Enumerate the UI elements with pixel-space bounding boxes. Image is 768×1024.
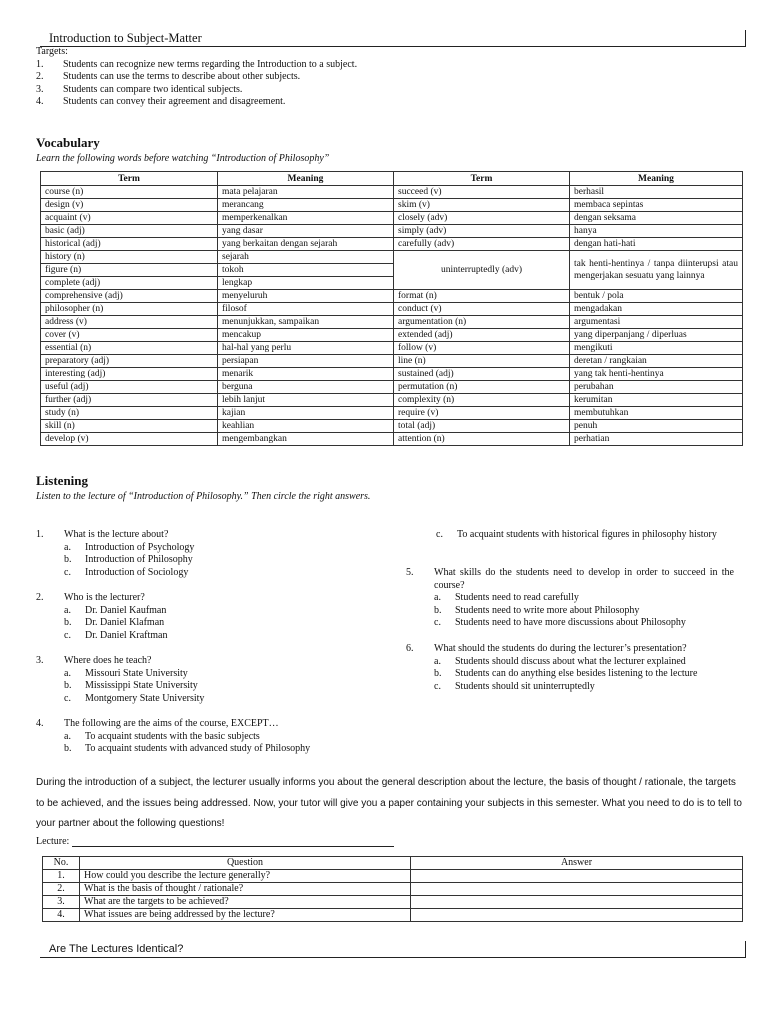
- discussion-table: [42, 856, 743, 922]
- table-cell: mencakup: [218, 329, 394, 342]
- table-cell: merancang: [218, 199, 394, 212]
- answer-option[interactable]: b. Mississippi State University: [64, 680, 198, 692]
- question-4: 4. The following are the aims of the course, EXCEPT… a. To acquaint students with the basic subjects b. To acquaint students with advanced study of Philosophy: [36, 718, 364, 756]
- table-cell: lengkap: [218, 277, 394, 290]
- target-item: 4. Students can convey their agreement and disagreement.: [36, 96, 286, 108]
- table-row: [41, 199, 743, 212]
- table-cell: persiapan: [218, 355, 394, 368]
- table-cell: mengembangkan: [218, 433, 394, 446]
- table-row: [41, 212, 743, 225]
- vocabulary-table: [40, 171, 743, 446]
- table-cell: kerumitan: [570, 394, 743, 407]
- question-text: The following are the aims of the course, EXCEPT…: [64, 718, 279, 729]
- answer-option[interactable]: c. To acquaint students with historical figures in philosophy history: [436, 529, 717, 540]
- answer-option[interactable]: b. Students need to write more about Philosophy: [434, 604, 640, 616]
- table-row: [41, 186, 743, 199]
- targets-block: [36, 46, 357, 109]
- table-cell: membaca sepintas: [570, 199, 743, 212]
- lecture-label: Lecture:: [36, 836, 70, 847]
- table-cell: cover (v): [41, 329, 218, 342]
- section-header-identical: [40, 941, 746, 958]
- answer-option[interactable]: a. To acquaint students with the basic subjects: [64, 730, 260, 742]
- table-cell: filosof: [218, 303, 394, 316]
- column-header: Term: [394, 172, 570, 186]
- table-cell: acquaint (v): [41, 212, 218, 225]
- table-row: 4. What issues are being addressed by the lecture?: [43, 909, 743, 922]
- listening-heading: Listening: [36, 473, 89, 488]
- table-cell: perhatian: [570, 433, 743, 446]
- table-cell: perubahan: [570, 381, 743, 394]
- table-row: 2. What is the basis of thought / rationale?: [43, 883, 743, 896]
- table-cell: comprehensive (adj): [41, 290, 218, 303]
- table-cell: format (n): [394, 290, 570, 303]
- question-text: Where does he teach?: [64, 655, 152, 666]
- answer-option[interactable]: b. Introduction of Philosophy: [64, 554, 193, 566]
- table-cell: kajian: [218, 407, 394, 420]
- table-row: [41, 316, 743, 329]
- table-row: [41, 394, 743, 407]
- targets-label: Targets:: [36, 46, 68, 57]
- table-cell: complete (adj): [41, 277, 218, 290]
- table-row: [41, 303, 743, 316]
- table-cell: yang tak henti-hentinya: [570, 368, 743, 381]
- vocabulary-heading: Vocabulary: [36, 135, 100, 150]
- table-cell: simply (adv): [394, 225, 570, 238]
- table-row: [41, 355, 743, 368]
- table-cell: course (n): [41, 186, 218, 199]
- table-row: [41, 290, 743, 303]
- question-cell: How could you describe the lecture generally?: [80, 870, 411, 883]
- table-cell: bentuk / pola: [570, 290, 743, 303]
- table-cell: total (adj): [394, 420, 570, 433]
- listening-instructions: Listen to the lecture of “Introduction of Philosophy.” Then circle the right answers.: [36, 491, 371, 502]
- discussion-paragraph: During the introduction of a subject, the lecturer usually informs you about the general description about the lecture, the basis of thought / rationale, the targets to be achieved, and the issues being addressed. Now, your tutor will give you a paper containing your subjects in this semester. What you need to do is to tell to your partner about the following questions!: [36, 777, 742, 829]
- table-row: 3. What are the targets to be achieved?: [43, 896, 743, 909]
- table-cell: line (n): [394, 355, 570, 368]
- table-cell: yang dasar: [218, 225, 394, 238]
- table-cell: mata pelajaran: [218, 186, 394, 199]
- question-4-continued: [408, 529, 734, 542]
- answer-option[interactable]: a. Students need to read carefully: [434, 592, 579, 604]
- target-item: 1. Students can recognize new terms regarding the Introduction to a subject.: [36, 58, 358, 70]
- column-header: Answer: [411, 857, 743, 870]
- vocabulary-body: [41, 186, 743, 446]
- table-cell: berhasil: [570, 186, 743, 199]
- question-5: 5. What skills do the students need to develop in order to succeed in the course? a. Students need to read carefully b. Students need to write more about Philosophy c. Students need to have more discussions about Philosophy: [406, 567, 734, 629]
- table-cell: dengan hati-hati: [570, 238, 743, 251]
- answer-cell[interactable]: [411, 883, 743, 896]
- table-cell: permutation (n): [394, 381, 570, 394]
- table-cell: attention (n): [394, 433, 570, 446]
- answer-option[interactable]: a. Missouri State University: [64, 667, 188, 679]
- table-cell: conduct (v): [394, 303, 570, 316]
- table-row: [41, 342, 743, 355]
- column-header: No.: [43, 857, 80, 870]
- table-cell: succeed (v): [394, 186, 570, 199]
- table-cell: further (adj): [41, 394, 218, 407]
- lecture-field: [36, 836, 394, 847]
- table-cell: berguna: [218, 381, 394, 394]
- table-cell: historical (adj): [41, 238, 218, 251]
- question-text: Who is the lecturer?: [64, 592, 145, 603]
- table-cell: sustained (adj): [394, 368, 570, 381]
- table-cell: hanya: [570, 225, 743, 238]
- table-cell: dengan seksama: [570, 212, 743, 225]
- discussion-header-row: [43, 857, 743, 870]
- table-cell: sejarah: [218, 251, 394, 264]
- answer-cell[interactable]: [411, 896, 743, 909]
- table-cell: skim (v): [394, 199, 570, 212]
- table-cell: require (v): [394, 407, 570, 420]
- table-cell: membutuhkan: [570, 407, 743, 420]
- answer-option[interactable]: c. Montgomery State University: [64, 692, 205, 704]
- vocabulary-header-row: [41, 172, 743, 186]
- table-cell: study (n): [41, 407, 218, 420]
- question-6: 6. What should the students do during the lecturer’s presentation? a. Students should discuss about what the lecturer explained b. Students can do anything else besides listening to the lecture c. Students should sit uninterruptedly: [406, 643, 734, 693]
- answer-option[interactable]: b. Dr. Daniel Klafman: [64, 617, 165, 629]
- question-cell: What issues are being addressed by the lecture?: [80, 909, 411, 922]
- vocabulary-instructions: Learn the following words before watching “Introduction of Philosophy”: [36, 153, 330, 164]
- table-cell: essential (n): [41, 342, 218, 355]
- table-cell: deretan / rangkaian: [570, 355, 743, 368]
- answer-option[interactable]: c. Dr. Daniel Kraftman: [64, 629, 168, 641]
- table-cell: yang diperpanjang / diperluas: [570, 329, 743, 342]
- table-row: [41, 225, 743, 238]
- answer-option[interactable]: b. Students can do anything else besides listening to the lecture: [434, 668, 698, 680]
- answer-option[interactable]: b. To acquaint students with advanced study of Philosophy: [64, 743, 311, 755]
- table-cell: menunjukkan, sampaikan: [218, 316, 394, 329]
- table-cell: develop (v): [41, 433, 218, 446]
- section-title: Introduction to Subject-Matter: [49, 31, 202, 45]
- answer-option[interactable]: a. Students should discuss about what the lecturer explained: [434, 655, 686, 667]
- table-cell: preparatory (adj): [41, 355, 218, 368]
- table-row: [41, 433, 743, 446]
- table-row: [41, 368, 743, 381]
- table-cell: complexity (n): [394, 394, 570, 407]
- table-cell: interesting (adj): [41, 368, 218, 381]
- column-header: Meaning: [570, 172, 743, 186]
- answer-option[interactable]: a. Introduction of Psychology: [64, 541, 195, 553]
- table-row: [41, 420, 743, 433]
- table-cell: tokoh: [218, 264, 394, 277]
- table-cell: hal-hal yang perlu: [218, 342, 394, 355]
- table-row: [41, 381, 743, 394]
- answer-option[interactable]: c. Introduction of Sociology: [64, 566, 189, 578]
- table-cell: figure (n): [41, 264, 218, 277]
- question-text: What should the students do during the lecturer’s presentation?: [434, 643, 687, 654]
- table-cell: address (v): [41, 316, 218, 329]
- answer-option[interactable]: c. Students need to have more discussions about Philosophy: [434, 617, 686, 629]
- table-cell: menyeluruh: [218, 290, 394, 303]
- table-cell: penuh: [570, 420, 743, 433]
- answer-option[interactable]: c. Students should sit uninterruptedly: [434, 680, 595, 692]
- table-cell: mengadakan: [570, 303, 743, 316]
- targets-list: [36, 59, 357, 109]
- table-cell: memperkenalkan: [218, 212, 394, 225]
- table-cell: lebih lanjut: [218, 394, 394, 407]
- table-cell: follow (v): [394, 342, 570, 355]
- question-3: 3. Where does he teach? a. Missouri State University b. Mississippi State University c. Montgomery State University: [36, 655, 364, 705]
- target-item: 3. Students can compare two identical subjects.: [36, 83, 243, 95]
- answer-option[interactable]: a. Dr. Daniel Kaufman: [64, 604, 167, 616]
- table-cell: menarik: [218, 368, 394, 381]
- merged-meaning-cell: tak henti-hentinya / tanpa diinterupsi atau mengerjakan sesuatu yang lainnya: [570, 251, 743, 290]
- column-header: Question: [80, 857, 411, 870]
- table-cell: design (v): [41, 199, 218, 212]
- table-row: [41, 329, 743, 342]
- table-cell: keahlian: [218, 420, 394, 433]
- lecture-blank-line[interactable]: [72, 836, 394, 847]
- question-1: 1. What is the lecture about? a. Introduction of Psychology b. Introduction of Philosophy c. Introduction of Sociology: [36, 529, 364, 579]
- section-title: Are The Lectures Identical?: [49, 943, 184, 955]
- table-cell: useful (adj): [41, 381, 218, 394]
- target-item: 2. Students can use the terms to describe about other subjects.: [36, 71, 301, 83]
- column-header: Meaning: [218, 172, 394, 186]
- table-cell: extended (adj): [394, 329, 570, 342]
- table-cell: history (n): [41, 251, 218, 264]
- table-cell: argumentasi: [570, 316, 743, 329]
- question-cell: What is the basis of thought / rationale?: [80, 883, 411, 896]
- answer-cell[interactable]: [411, 870, 743, 883]
- table-cell: argumentation (n): [394, 316, 570, 329]
- table-cell: basic (adj): [41, 225, 218, 238]
- table-row: 1. How could you describe the lecture generally?: [43, 870, 743, 883]
- question-text: What is the lecture about?: [64, 529, 169, 540]
- answer-cell[interactable]: [411, 909, 743, 922]
- table-cell: mengikuti: [570, 342, 743, 355]
- question-text: What skills do the students need to develop in order to succeed in the course?: [434, 567, 734, 591]
- table-cell: carefully (adv): [394, 238, 570, 251]
- question-2: 2. Who is the lecturer? a. Dr. Daniel Kaufman b. Dr. Daniel Klafman c. Dr. Daniel Kraftman: [36, 592, 364, 642]
- table-cell: philosopher (n): [41, 303, 218, 316]
- table-row: [41, 251, 743, 264]
- table-row: [41, 407, 743, 420]
- table-cell: yang berkaitan dengan sejarah: [218, 238, 394, 251]
- section-header-introduction: [40, 30, 746, 47]
- column-header: Term: [41, 172, 218, 186]
- table-row: [41, 238, 743, 251]
- merged-term-cell: uninterruptedly (adv): [394, 251, 570, 290]
- table-cell: closely (adv): [394, 212, 570, 225]
- question-cell: What are the targets to be achieved?: [80, 896, 411, 909]
- table-cell: skill (n): [41, 420, 218, 433]
